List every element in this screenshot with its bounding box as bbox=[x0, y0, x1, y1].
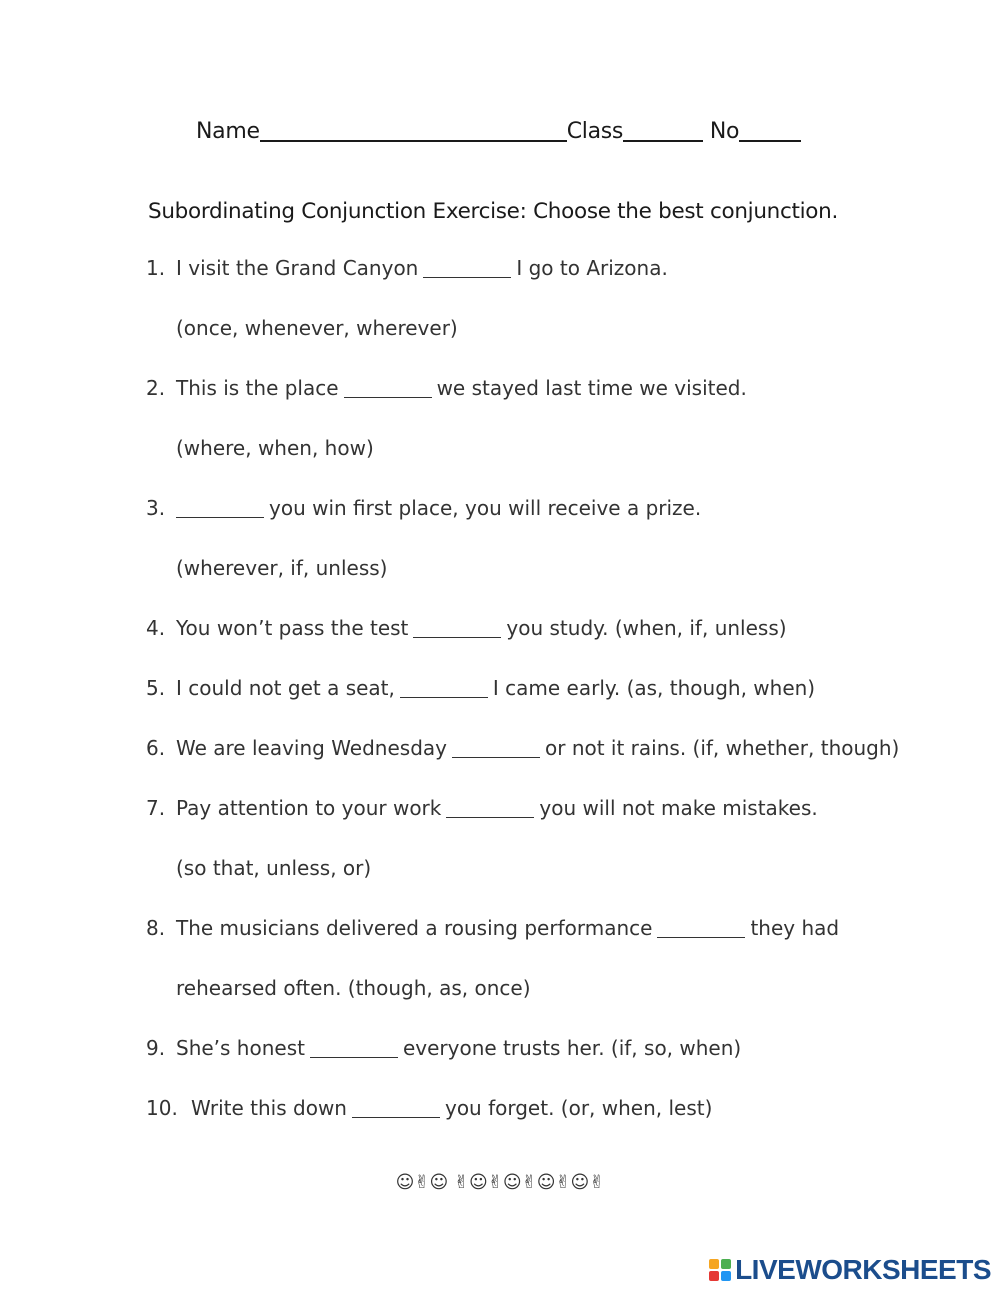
student-info-header bbox=[196, 118, 801, 144]
question-2 bbox=[146, 376, 747, 400]
question-text-before: Pay attention to your work bbox=[176, 796, 442, 820]
question-text-before: We are leaving Wednesday bbox=[176, 736, 447, 760]
question-text-after: I came early. (as, though, when) bbox=[492, 676, 816, 700]
question-number: 9. bbox=[146, 1036, 166, 1060]
question-text-after: everyone trusts her. (if, so, when) bbox=[402, 1036, 742, 1060]
answer-blank[interactable] bbox=[344, 379, 432, 398]
answer-blank[interactable] bbox=[413, 619, 501, 638]
question-number: 2. bbox=[146, 376, 166, 400]
question-6 bbox=[146, 736, 899, 760]
question-text-after: you will not make mistakes. bbox=[539, 796, 818, 820]
question-4 bbox=[146, 616, 787, 640]
question-text-before: You won’t pass the test bbox=[176, 616, 409, 640]
decorative-smiley-row: ☺✌☺ ✌☺✌☺✌☺✌☺✌ bbox=[395, 1172, 605, 1193]
name-blank[interactable] bbox=[260, 118, 567, 142]
question-number: 3. bbox=[146, 496, 166, 520]
question-1 bbox=[146, 256, 668, 280]
question-text-before: This is the place bbox=[176, 376, 339, 400]
question-text-before: Write this down bbox=[191, 1096, 347, 1120]
question-text-after: they had bbox=[750, 916, 840, 940]
question-text-after: or not it rains. (if, whether, though) bbox=[545, 736, 900, 760]
answer-blank[interactable] bbox=[423, 259, 511, 278]
question-number: 8. bbox=[146, 916, 166, 940]
question-1-options: (once, whenever, wherever) bbox=[176, 316, 458, 340]
question-10 bbox=[146, 1096, 712, 1120]
answer-blank[interactable] bbox=[310, 1039, 398, 1058]
class-blank[interactable] bbox=[623, 118, 703, 142]
logo-text: LIVEWORKSHEETS bbox=[735, 1254, 991, 1285]
question-8 bbox=[146, 916, 839, 940]
logo-block bbox=[709, 1259, 719, 1269]
exercise-title: Subordinating Conjunction Exercise: Choose the best conjunction. bbox=[148, 199, 839, 224]
logo-blocks-icon bbox=[709, 1259, 731, 1281]
question-text-before: The musicians delivered a rousing performance bbox=[176, 916, 653, 940]
question-number: 6. bbox=[146, 736, 166, 760]
question-text-after: I go to Arizona. bbox=[516, 256, 668, 280]
question-text-after: you win first place, you will receive a prize. bbox=[269, 496, 702, 520]
question-text-after: you study. (when, if, unless) bbox=[506, 616, 787, 640]
question-number: 1. bbox=[146, 256, 166, 280]
question-text-after: we stayed last time we visited. bbox=[436, 376, 747, 400]
question-7-options: (so that, unless, or) bbox=[176, 856, 372, 880]
answer-blank[interactable] bbox=[452, 739, 540, 758]
question-number: 4. bbox=[146, 616, 166, 640]
question-9 bbox=[146, 1036, 741, 1060]
question-3 bbox=[146, 496, 701, 520]
question-number: 7. bbox=[146, 796, 166, 820]
answer-blank[interactable] bbox=[446, 799, 534, 818]
no-blank[interactable] bbox=[739, 118, 801, 142]
question-text-before: I could not get a seat, bbox=[176, 676, 395, 700]
question-2-options: (where, when, how) bbox=[176, 436, 374, 460]
question-7 bbox=[146, 796, 818, 820]
question-3-options: (wherever, if, unless) bbox=[176, 556, 388, 580]
no-label: No bbox=[709, 119, 740, 144]
question-text-after: you forget. (or, when, lest) bbox=[444, 1096, 713, 1120]
liveworksheets-logo bbox=[709, 1254, 991, 1286]
logo-block bbox=[721, 1259, 731, 1269]
question-number: 5. bbox=[146, 676, 166, 700]
question-number: 10. bbox=[146, 1096, 178, 1120]
logo-block bbox=[721, 1271, 731, 1281]
question-text-before: She’s honest bbox=[176, 1036, 305, 1060]
question-text-before: I visit the Grand Canyon bbox=[176, 256, 419, 280]
answer-blank[interactable] bbox=[352, 1099, 440, 1118]
question-8-options: rehearsed often. (though, as, once) bbox=[176, 976, 531, 1000]
question-5 bbox=[146, 676, 815, 700]
name-label: Name bbox=[196, 119, 260, 144]
answer-blank[interactable] bbox=[657, 919, 745, 938]
logo-block bbox=[709, 1271, 719, 1281]
answer-blank[interactable] bbox=[176, 499, 264, 518]
class-label: Class bbox=[566, 119, 624, 144]
answer-blank[interactable] bbox=[400, 679, 488, 698]
